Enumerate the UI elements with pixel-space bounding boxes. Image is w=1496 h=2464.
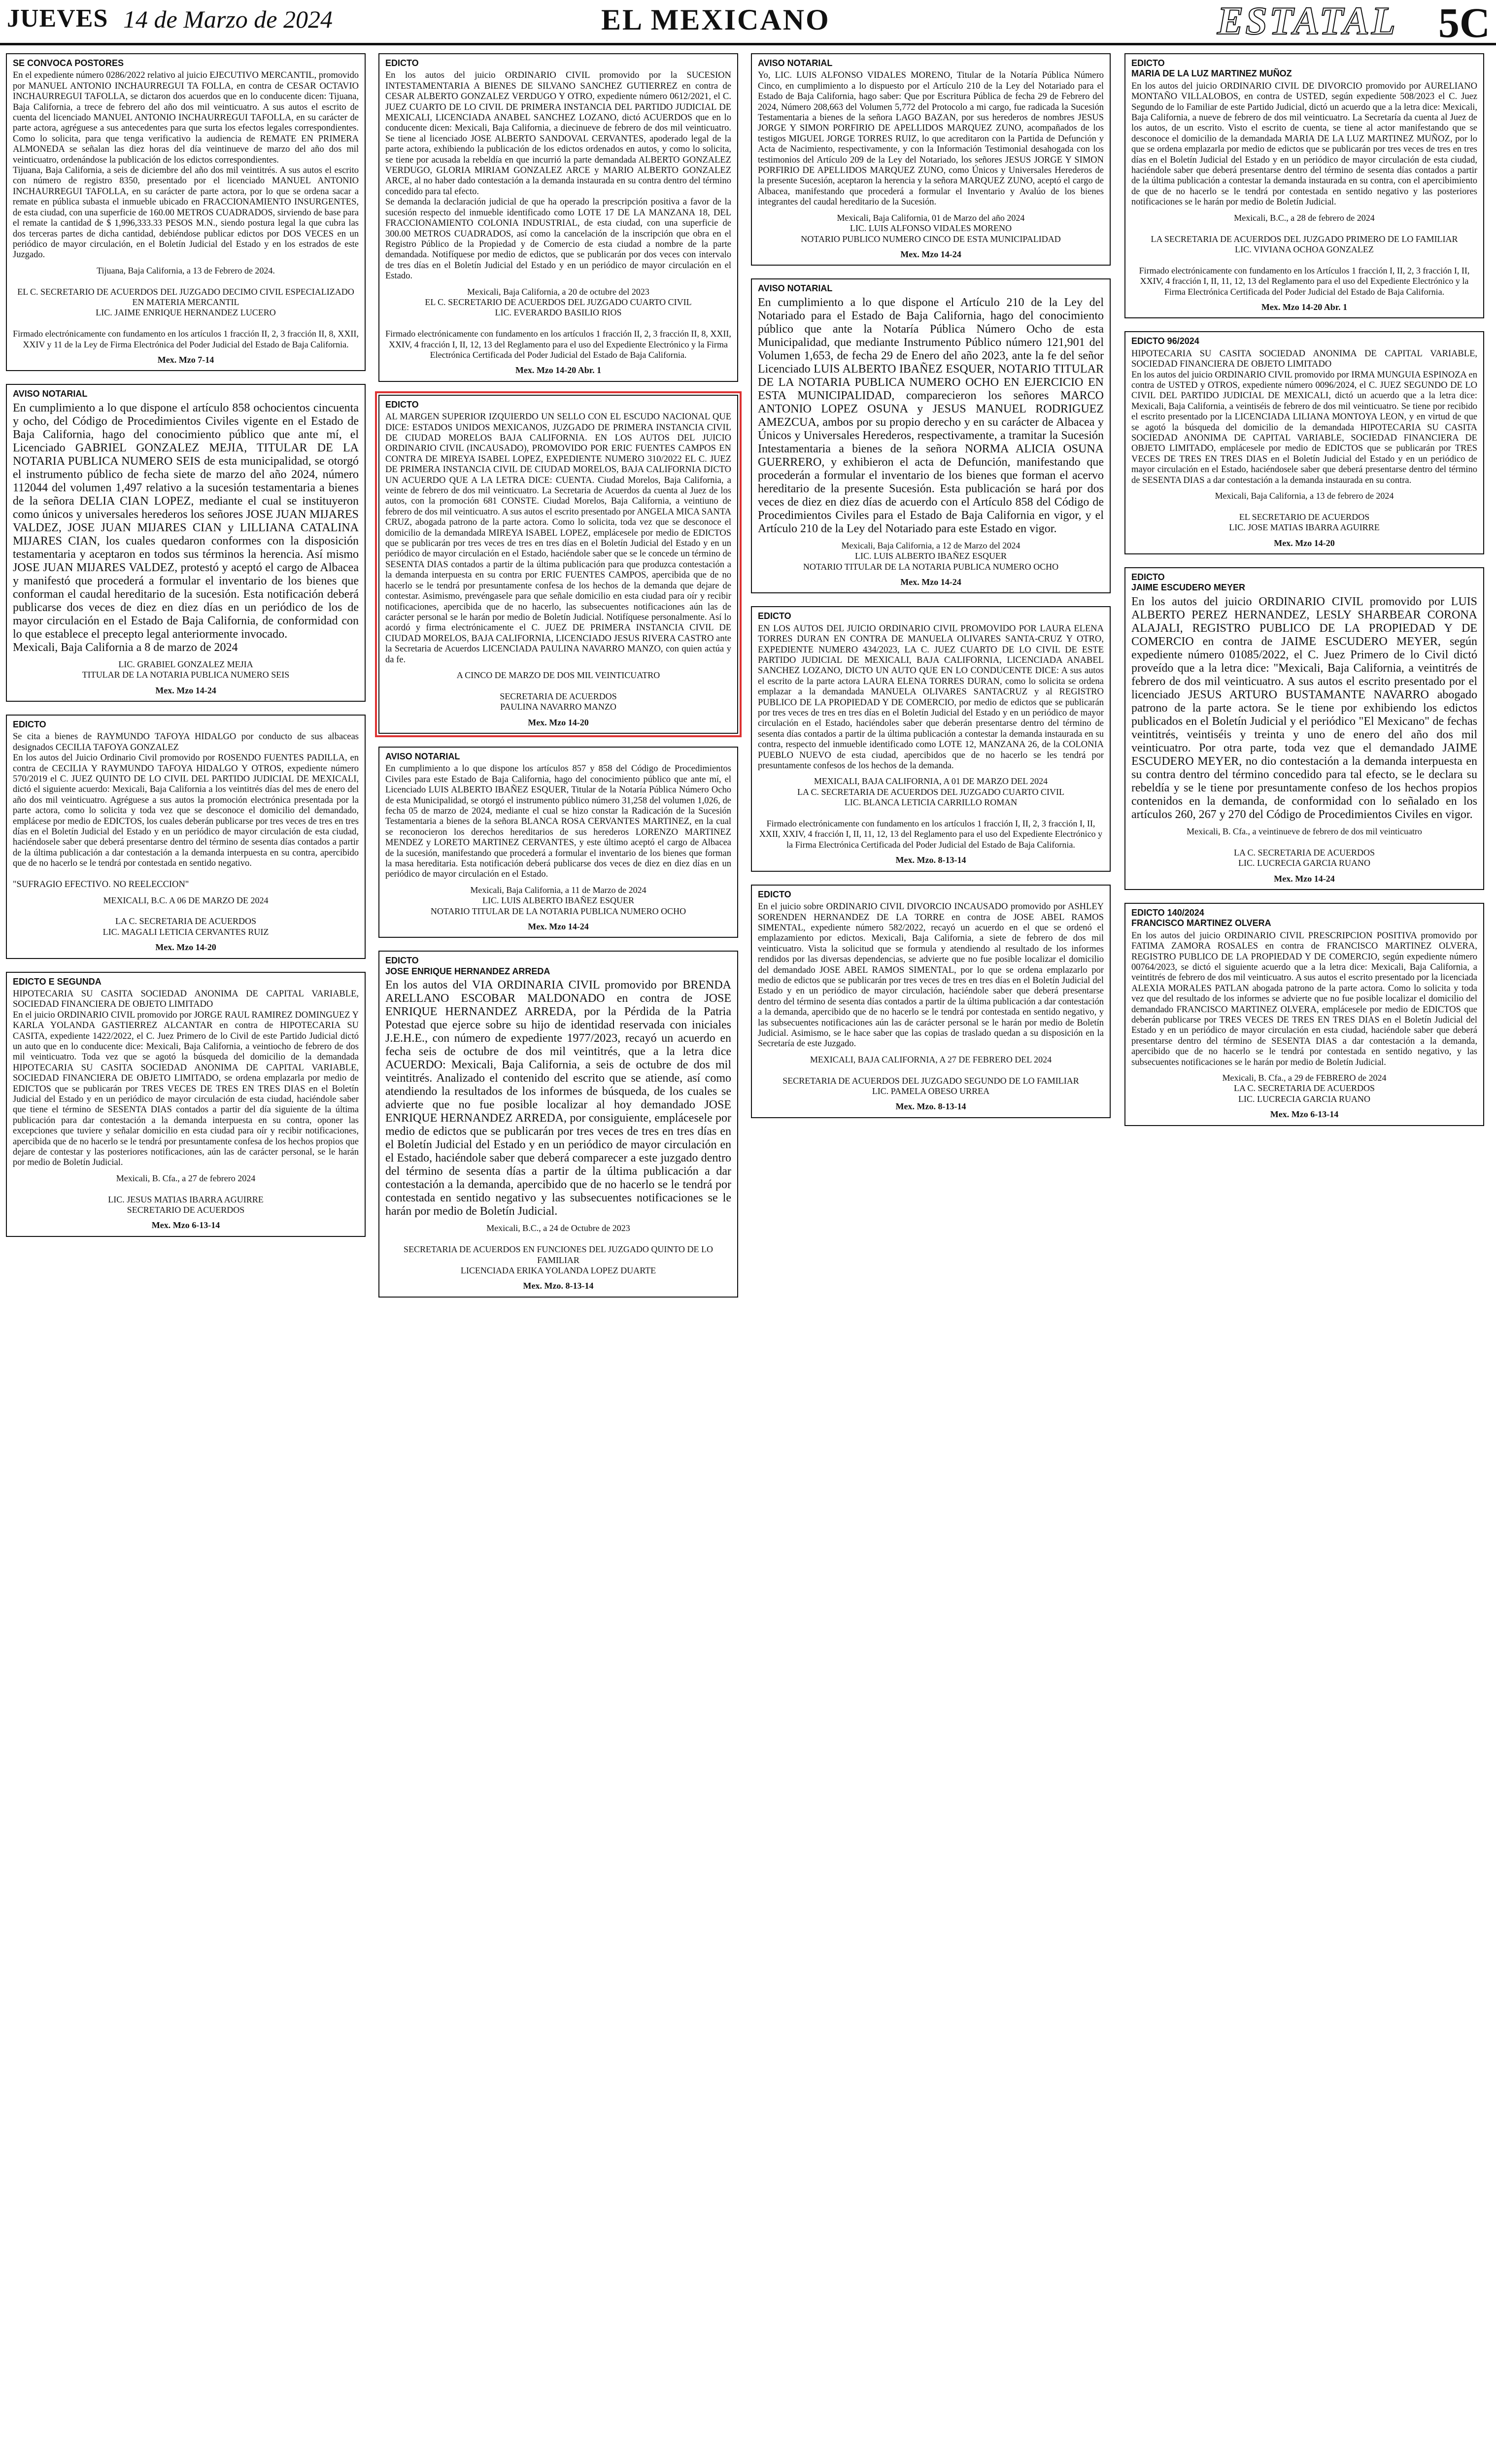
notice-title: EDICTO	[758, 889, 791, 899]
notice-signature: Mexicali, Baja California, a 12 de Marzo del 2024 LIC. LUIS ALBERTO IBAÑEZ ESQUER NOTARIO TITULAR DE LA NOTARIA PUBLICA NUMERO OCHO	[803, 540, 1059, 572]
column-4	[1124, 53, 1484, 1139]
notice-title: EDICTO 96/2024	[1131, 336, 1199, 346]
notice-signature: Mexicali, B. Cfa., a veintinueve de febrero de dos mil veinticuatro LA C. SECRETARIA DE ACUERDOS LIC. LUCRECIA GARCIA RUANO	[1187, 826, 1422, 868]
column-1	[6, 53, 366, 1250]
column-3	[751, 53, 1111, 1131]
legal-notice	[378, 747, 738, 938]
notice-body: Yo, LIC. LUIS ALFONSO VIDALES MORENO, Titular de la Notaría Pública Número Cinco, en cumplimiento a lo dispuesto por el Artículo 210 de la Ley del Notariado para el Estado de Baja California, hago saber: Que por Escritura Pública de fecha 29 de Febrero del 2024, Número 208,663 del Volumen 5,772 del Protocolo a mi cargo, fue radicada la Sucesión Testamentaria a bienes de la señora LAGO BAZAN, por sus herederos de nombres JESUS JORGE Y SIMON PORFIRIO DE APELLIDOS MARQUEZ ZUNO, acompañados de los testigos MIGUEL JORGE TORRES RUIZ, lo que acreditaron con la Partida de Defunción y Acta de Nacimiento, respectivamente, y con la Información Testimonial desahogada con los testimonios del Artículo 209 de la Ley del Notariado, los señores JESUS JORGE Y SIMON PORFIRIO DE APELLIDOS MARQUEZ ZUNO, como Únicos y Universales Herederos de la presente Sucesión, aceptaron la herencia y la señora MARQUEZ ZUNO, aceptó el cargo de Albacea, manifestando que procederá a formular el Inventario y Avalúo de los bienes integrantes del caudal hereditario de la Sucesión.	[758, 70, 1104, 207]
notice-title: EDICTO JAIME ESCUDERO MEYER	[1131, 572, 1246, 593]
notice-signature: Mexicali, B.C., a 24 de Octubre de 2023 SECRETARIA DE ACUERDOS EN FUNCIONES DEL JUZGADO QUINTO DE LO FAMILIAR LICENCIADA ERIKA YOLANDA LOPEZ DUARTE	[403, 1223, 714, 1275]
notice-body: HIPOTECARIA SU CASITA SOCIEDAD ANONIMA DE CAPITAL VARIABLE, SOCIEDAD FINANCIERA DE OBJETO LIMITADO En el juicio ORDINARIO CIVIL promovido por JORGE RAUL RAMIREZ DOMINGUEZ Y KARLA YOLANDA GASTIERREZ ALCANTAR en contra de HIPOTECARIA SU CASITA, expediente 1422/2022, el C. Juez Primero de lo Civil de este Partido Judicial dictó un auto que en lo conducente dice: Mexicali, Baja California, a veintiocho de febrero de dos mil veinticuatro. Toda vez que se agotó la búsqueda del domicilio de la demandada HIPOTECARIA SU CASITA SOCIEDAD ANONIMA DE CAPITAL VARIABLE, SOCIEDAD FINANCIERA DE OBJETO LIMITADO, se ordena emplazarla por medio de EDICTOS que se publicarán por TRES VECES DE TRES EN TRES DIAS en el Boletín Judicial del Estado y en un periódico de mayor circulación de esta ciudad, haciéndole saber que tiene el término de SESENTA DIAS contados a partir del día siguiente de la última publicación para dar contestación a la demanda interpuesta en su contra, oponer las excepciones que tuviere y señalar domicilio en esta ciudad para oír y recibir notificaciones, apercibida que de no hacerlo se le tendrá por presuntamente confesa de los hechos propios que dejare de contestar y las posteriores notificaciones, aún las de carácter personal, se le harán por medio de Boletín Judicial.	[13, 989, 359, 1168]
notice-body: En cumplimiento a lo que dispone el artículo 858 ochocientos cincuenta y ocho, del Código de Procedimientos Civiles vigente en el Estado de Baja California, hago del conocimiento público que ante mí, el Licenciado GABRIEL GONZALEZ MEJIA, TITULAR DE LA NOTARIA PUBLICA NUMERO SEIS de esta municipalidad, se otorgó el instrumento público de fecha siete de marzo del año 2024, número 112044 del volumen 1,497 relativo a la sucesión testamentaria a bienes de la señora DELIA CIAN LOPEZ, mediante el cual se instituyeron como únicos y universales herederos los señores JOSE JUAN MIJARES VALDEZ, JOSE JUAN MIJARES CIAN y LILLIANA CATALINA MIJARES CIAN, los cuales quedaron conformes con la disposición testamentaria y aceptaron en todos sus términos la herencia. Así mismo JOSE JUAN MIJARES VALDEZ, protestó y aceptó el cargo de Albacea y manifestó que procederá a formular el inventario de los bienes que conforman el caudal hereditario de la sucesión. Esta notificación deberá publicarse dos veces de diez en diez días en un periódico de los de mayor circulación en el Estado de Baja California, de conformidad con lo que establece el precepto legal anteriormente invocado. Mexicali, Baja California a 8 de marzo de 2024	[13, 401, 359, 654]
legal-notice	[6, 715, 366, 959]
legal-notice	[751, 606, 1111, 871]
notice-publication-ref: Mex. Mzo 14-20	[1274, 538, 1335, 548]
notice-body: En el expediente número 0286/2022 relativo al juicio EJECUTIVO MERCANTIL, promovido por MANUEL ANTONIO INCHAURREGUI TA FOLLA, en contra de CESAR OCTAVIO INCHAURREGUI TAFOLLA, se dictaron dos acuerdos que en lo conducente dicen: Tijuana, Baja California, a trece de febrero del año dos mil veinticuatro. A sus autos el escrito de cuenta del licenciado MANUEL ANTONIO INCHAURREGUI TAFOLLA, en su carácter de parte actora, agréguese a sus antecedentes para que surta los efectos legales correspondientes. Como lo solicita, para que tenga verificativo la audiencia de REMATE EN PRIMERA ALMONEDA se señalan las diez horas del día veintinueve de marzo del año dos mil veinticuatro, ordenándose la publicación de los edictos correspondientes. Tijuana, Baja California, a seis de diciembre del año dos mil veintitrés. A sus autos el escrito con número de registro 8350, presentado por el licenciado MANUEL ANTONIO INCHAURREGUI TAFOLLA, en su carácter de parte actora, por lo que se ordena sacar a remate en pública subasta el inmueble ubicado en FRACCIONAMIENTO INSURGENTES, de esta ciudad, con una superficie de 160.00 METROS CUADRADOS, sirviendo de base para el remate la cantidad de $ 1,996,333.33 PESOS M.N., siendo postura legal la que cubra las dos terceras partes de dicha cantidad, debiéndose publicar edictos por DOS VECES en un periódico de mayor circulación, en el Boletín Judicial del Estado y en los estrados de este Juzgado.	[13, 70, 359, 260]
legal-notice	[378, 53, 738, 382]
notice-body: AL MARGEN SUPERIOR IZQUIERDO UN SELLO CON EL ESCUDO NACIONAL QUE DICE: ESTADOS UNIDOS MEXICANOS, JUZGADO DE PRIMERA INSTANCIA CIVIL DE CIUDAD MORELOS BAJA CALIFORNIA. EN LOS AUTOS DEL JUICIO ORDINARIO CIVIL (INCAUSADO), PROMOVIDO POR ERIC FUENTES CAMPOS EN CONTRA DE MIREYA ISABEL LOPEZ, EXPEDIENTE NUMERO 310/2022 EL C. JUEZ DE PRIMERA INSTANCIA CIVIL DE CIUDAD MORELOS, BAJA CALIFORNIA DICTO UN ACUERDO QUE A LA LETRA DICE: CUENTA. Ciudad Morelos, Baja California, a veinte de febrero de dos mil veinticuatro. La Secretaria de Acuerdos da cuenta al Juez de los autos, con la promoción 681 CONSTE. Ciudad Morelos, Baja California, a veintiuno de febrero de dos mil veinticuatro. A sus autos el escrito presentado por ANGELA MICA SANTA CRUZ, abogada patrono de la parte actora. Como lo solicita, toda vez que se desconoce el domicilio de la demandada MIREYA ISABEL LOPEZ, emplácesele por medio de EDICTOS que se publicarán por tres veces de tres en tres días en el Boletín Judicial del Estado y en un periódico de mayor circulación en el Estado, haciéndole saber que se le concede un término de SESENTA DIAS contados a partir de la última publicación para que produzca contestación a la demanda interpuesta en su contra por ERIC FUENTES CAMPOS, apercibida que de no hacerlo se le tendrá por presuntamente confesa de los hechos de la demanda que dejare de contestar. Asimismo, prevéngasele para que señale domicilio en esta ciudad para oír y recibir notificaciones, apercibida que de no hacerlo, las subsecuentes notificaciones aún las de carácter personal se le harán por medio de Boletín Judicial. Notifíquese personalmente. Así lo acordó y firma electrónicamente el C. JUEZ DE PRIMERA INSTANCIA CIVIL DE CIUDAD MORELOS, BAJA CALIFORNIA, LICENCIADO JESUS RIVERA CASTRO ante la Secretaria de Acuerdos LICENCIADA PAULINA NAVARRO MANZO, con quien actúa y da fe.	[385, 412, 731, 665]
notice-publication-ref: Mex. Mzo 7-14	[157, 354, 214, 365]
legal-notice	[378, 951, 738, 1297]
masthead-page-number: 5C	[1438, 0, 1490, 46]
notice-title: EDICTO JOSE ENRIQUE HERNANDEZ ARREDA	[385, 956, 550, 976]
masthead	[0, 0, 1496, 45]
legal-notice	[751, 53, 1111, 266]
notice-publication-ref: Mex. Mzo 14-24	[1274, 873, 1335, 884]
notice-title: SE CONVOCA POSTORES	[13, 58, 124, 68]
masthead-day: JUEVES	[7, 4, 108, 33]
notice-signature: Mexicali, Baja California, a 20 de octubre del 2023 EL C. SECRETARIO DE ACUERDOS DEL JUZGADO CUARTO CIVIL LIC. EVERARDO BASILIO RIOS Firmado electrónicamente con fundamento en los artículos 1 fracción II, 2, 3 fracción II, 8, XXII, XXIV, 4 fracción I, II, 12, 13 del Reglamento para el uso del Expediente Electrónico y la Firma Electrónica Certificada del Poder Judicial del Estado de Baja California.	[385, 286, 731, 360]
notice-title: EDICTO 140/2024 FRANCISCO MARTINEZ OLVERA	[1131, 907, 1271, 928]
notice-signature: MEXICALI, BAJA CALIFORNIA, A 01 DE MARZO DEL 2024 LA C. SECRETARIA DE ACUERDOS DEL JUZGADO CUARTO CIVIL LIC. BLANCA LETICIA CARRILLO ROMAN Firmado electrónicamente con fundamento en los artículos 1 fracción I, II, 2, 3 fracción I, II, XXII, XXIV, 4 fracción I, II, 11, 12, 13 del Reglamento para el uso del Expediente Electrónico y la Firma Electrónica Certificada del Poder Judicial del Estado de Baja California.	[759, 776, 1103, 850]
notice-body: En los autos del juicio ORDINARIO CIVIL promovido por LUIS ALBERTO PEREZ HERNANDEZ, LESLY SHARBEAR CORONA ALAJALI, REGISTRO PUBLICO DE LA PROPIEDAD Y DE COMERCIO en contra de JAIME ESCUDERO MEYER, según expediente número 01085/2022, el C. Juez Primero de lo Civil dictó proveído que a la letra dice: "Mexicali, Baja California, a veintitrés de febrero de dos mil veinticuatro. A sus autos el escrito presentado por el licenciado JESUS ARTURO BUSTAMANTE NAVARRO abogado patrono de la parte actora. Se le tiene por exhibiendo los edictos publicados en el Boletín Judicial y el periódico "El Mexicano" de fechas veintitrés, veintiséis y treinta y uno de enero del año dos mil veinticuatro. Por otra parte, toda vez que el demandado JAIME ESCUDERO MEYER, no dio contestación a la demanda interpuesta en su contra dentro del término concedido para tal efecto, se le declara su rebeldía y se le tiene por presuntamente confeso de los hechos propios contenidos en la demanda, de conformidad con lo señalado en los artículos 260, 267 y 270 del Código de Procedimientos Civiles en vigor.	[1131, 595, 1477, 821]
notice-publication-ref: Mex. Mzo 14-20	[155, 942, 216, 953]
notice-signature: MEXICALI, BAJA CALIFORNIA, A 27 DE FEBRERO DEL 2024 SECRETARIA DE ACUERDOS DEL JUZGADO SEGUNDO DE LO FAMILIAR LIC. PAMELA OBESO URREA	[782, 1054, 1079, 1096]
notice-title: AVISO NOTARIAL	[758, 58, 833, 68]
notice-body: En el juicio sobre ORDINARIO CIVIL DIVORCIO INCAUSADO promovido por ASHLEY SORENDEN HERNANDEZ DE LA TORRE en contra de JOSE ABEL RAMOS SIMENTAL, expediente número 582/2022, recayó un acuerdo en el que se ordenó el emplazamiento por edictos. Mexicali, Baja California, a siete de febrero de dos mil veinticuatro. Vista la solicitud que se formula y atendiendo al resultado de los informes rendidos por las diversas dependencias, se advierte que no fue posible localizar el domicilio del demandado JOSE ABEL RAMOS SIMENTAL, por lo que se ordena emplazarlo por medio de edictos que se publicarán por tres veces de tres en tres días en el Boletín Judicial del Estado y en un periódico de mayor circulación, haciéndole saber que deberá presentarse dentro del término de sesenta días contados a partir de la última publicación a dar contestación a la demanda, apercibido que de no hacerlo se le tendrá por contestada en sentido negativo, y las subsecuentes notificaciones aún las de carácter personal se le harán por medio de Boletín Judicial. Asimismo, se le hace saber que las copias de traslado quedan a su disposición en la Secretaría de este Juzgado.	[758, 902, 1104, 1049]
column-2	[378, 53, 738, 1310]
notice-publication-ref: Mex. Mzo. 8-13-14	[895, 1101, 966, 1112]
notice-signature: Mexicali, B. Cfa., a 29 de FEBRERO de 2024 LA C. SECRETARIA DE ACUERDOS LIC. LUCRECIA GARCIA RUANO	[1222, 1073, 1387, 1104]
notice-signature: Mexicali, Baja California, a 13 de febrero de 2024 EL SECRETARIO DE ACUERDOS LIC. JOSE MATIAS IBARRA AGUIRRE	[1215, 491, 1394, 533]
legal-notice	[6, 53, 366, 371]
notice-body: EN LOS AUTOS DEL JUICIO ORDINARIO CIVIL PROMOVIDO POR LAURA ELENA TORRES DURAN EN CONTRA DE MANUELA OLIVARES SANTA-CRUZ Y OTRO, EXPEDIENTE NUMERO 434/2023, LA C. JUEZ CUARTO DE LO CIVIL DE ESTE PARTIDO JUDICIAL DE MEXICALI, BAJA CALIFORNIA, LICENCIADA ANABEL SANCHEZ LOZANO, DICTO UN AUTO QUE EN LO CONDUCENTE DICE: A sus autos el escrito de la parte actora LAURA ELENA TORRES DURAN, como lo solicita se ordena emplazar a la demandada MANUELA OLIVARES SANTACRUZ y al REGISTRO PUBLICO DE LA PROPIEDAD Y DE COMERCIO, por medio de edictos que se publicarán por tres veces de tres en tres días en el Boletín Judicial del Estado y en un periódico de mayor circulación en el Estado, haciéndoles saber que deberán presentarse dentro del término de sesenta días contados a partir de la última publicación a contestar la demanda instaurada en su contra, respecto del inmueble identificado como LOTE 12, MANZANA 26, de la COLONIA PUEBLO NUEVO de esta ciudad, apercibidos que de no hacerlo se les tendrá por presuntamente confesos de los hechos de la demanda.	[758, 623, 1104, 771]
notice-signature: LIC. GRABIEL GONZALEZ MEJIA TITULAR DE LA NOTARIA PUBLICA NUMERO SEIS	[82, 659, 290, 680]
notice-publication-ref: Mex. Mzo 14-20 Abr. 1	[515, 365, 602, 376]
legal-notice	[1124, 567, 1484, 890]
masthead-date: 14 de Marzo de 2024	[123, 5, 333, 33]
notice-publication-ref: Mex. Mzo. 8-13-14	[895, 855, 966, 865]
notice-title: EDICTO	[385, 58, 419, 68]
notice-title: AVISO NOTARIAL	[758, 283, 833, 294]
notice-body: Se cita a bienes de RAYMUNDO TAFOYA HIDALGO por conducto de sus albaceas designados CECILIA TAFOYA GONZALEZ En los autos del Juicio Ordinario Civil promovido por ROSENDO FUENTES PADILLA, en contra de CECILIA Y RAYMUNDO TAFOYA HIDALGO Y OTROS, expediente número 570/2019 el C. JUEZ QUINTO DE LO CIVIL DEL PARTIDO JUDICIAL DE MEXICALI, dictó el siguiente acuerdo: Mexicali, Baja California a los veintitrés días del mes de enero del año dos mil veinticuatro. Agréguese a sus autos la promoción electrónica presentada por la parte actora, como lo solicita y toda vez que se desconoce el domicilio del demandado, emplácese por medio de EDICTOS, los cuales deberán publicarse por tres veces de tres en tres días en el Boletín Judicial del Estado y en un periódico de mayor circulación de esta ciudad, haciéndosele saber que deberá presentarse dentro del término de sesenta días contados a partir de la última publicación a dar contestación a la demanda interpuesta en su contra, apercibido que de no hacerlo se le tendrá por contestada en sentido negativo. "SUFRAGIO EFECTIVO. NO REELECCION"	[13, 732, 359, 890]
legal-notice	[6, 384, 366, 702]
notice-publication-ref: Mex. Mzo. 8-13-14	[523, 1281, 594, 1291]
notice-body: En cumplimiento a lo que dispone el Artículo 210 de la Ley del Notariado para el Estado de Baja California, hago del conocimiento público que ante la Notaría Pública Número Ocho de esta Municipalidad, que mediante Instrumento Público número 121,901 del Volumen 1,653, de fecha 29 de Enero del año 2023, ante la fe del señor Licenciado LUIS ALBERTO IBAÑEZ ESQUER, NOTARIO TITULAR DE LA NOTARIA PUBLICA NUMERO OCHO EN EJERCICIO EN ESTA MUNICIPALIDAD, comparecieron los señores MARCO ANTONIO LOPEZ OSUNA y JESUS MANUEL RODRIGUEZ AMEZCUA, ambos por su propio derecho y en su carácter de Albacea y Únicos y Universales Herederos, respectivamente, a tramitar la Sucesión Intestamentaria a bienes de la señora NORMA ALICIA OSUNA GUERRERO, y exhibieron el acta de Defunción, manifestando que procederán a formular el inventario de los bienes que forman el acervo hereditario de la presente Sucesión. Esta publicación se hará por dos veces de diez en diez días de acuerdo con el Artículo 858 del Código de Procedimientos Civiles para el Estado de Baja California en vigor, y el Artículo 210 de la Ley del Notariado para este Estado en vigor.	[758, 296, 1104, 535]
notice-body: En los autos del VIA ORDINARIA CIVIL promovido por BRENDA ARELLANO ESCOBAR MALDONADO en contra de JOSE ENRIQUE HERNANDEZ ARREDA, por la Pérdida de la Patria Potestad que ejerce sobre su hijo de identidad reservada con iniciales J.E.H.E., con número de expediente 1977/2023, recayó un acuerdo en fecha seis de octubre de dos mil veintitrés, que a la letra dice ACUERDO: Mexicali, Baja California, a seis de octubre de dos mil veintitrés. Analizado el contenido del escrito que se atiende, así como atendiendo la resultados de los informes de búsqueda, de los cuales se advierte que no fue posible localizar al hoy demandado JOSE ENRIQUE HERNANDEZ ARREDA, por consiguiente, emplácesele por medio de edictos que se publicarán por tres veces de tres en tres días en el Boletín Judicial del Estado y en un periódico de mayor circulación en el Estado, haciéndole saber que deberá comparecer a este juzgado dentro del término de sesenta días a partir de la última publicación a dar contestación a la demanda, apercibido que de no hacerlo se le tendrá por contestada en sentido negativo y las subsecuentes notificaciones se le harán por medio de Boletín Judicial.	[385, 979, 731, 1218]
notice-title: EDICTO E SEGUNDA	[13, 976, 102, 987]
legal-notice	[1124, 903, 1484, 1126]
notice-signature: MEXICALI, B.C. A 06 DE MARZO DE 2024 LA C. SECRETARIA DE ACUERDOS LIC. MAGALI LETICIA CERVANTES RUIZ	[102, 895, 269, 937]
notice-signature: Mexicali, Baja California, 01 de Marzo del año 2024 LIC. LUIS ALFONSO VIDALES MORENO NOTARIO PUBLICO NUMERO CINCO DE ESTA MUNICIPALIDAD	[801, 212, 1061, 244]
notice-body: HIPOTECARIA SU CASITA SOCIEDAD ANONIMA DE CAPITAL VARIABLE, SOCIEDAD FINANCIERA DE OBJETO LIMITADO En los autos del juicio ORDINARIO CIVIL promovido por IRMA MUNGUIA ESPINOZA en contra de USTED y OTROS, expediente número 0096/2024, el C. JUEZ SEGUNDO DE LO CIVIL DEL PARTIDO JUDICIAL DE MEXICALI, dictó un acuerdo que a la letra dice: Mexicali, Baja California, a veintiséis de febrero de dos mil veinticuatro. Se tiene por recibido el escrito presentado por la LICENCIADA LILIANA MONTOYA LEON, y en virtud de que se agotó la búsqueda del domicilio de la demandada HIPOTECARIA SU CASITA SOCIEDAD ANONIMA DE CAPITAL VARIABLE, SOCIEDAD FINANCIERA DE OBJETO LIMITADO, emplácesele por medio de EDICTOS que se publicarán por TRES VECES DE TRES EN TRES DIAS en el Boletín Judicial del Estado y en un periódico de mayor circulación en el Estado, haciéndosele saber que deberá presentarse dentro del término de SESENTA DIAS a dar contestación a la demanda instaurada en su contra.	[1131, 348, 1477, 485]
notice-publication-ref: Mex. Mzo 14-24	[900, 577, 961, 587]
notice-publication-ref: Mex. Mzo 14-20	[528, 717, 589, 727]
notice-title: EDICTO	[13, 719, 46, 729]
notice-signature: Tijuana, Baja California, a 13 de Febrero de 2024. EL C. SECRETARIO DE ACUERDOS DEL JUZGADO DECIMO CIVIL ESPECIALIZADO EN MATERIA MERCANTIL LIC. JAIME ENRIQUE HERNANDEZ LUCERO Firmado electrónicamente con fundamento en los artículos 1 fracción II, 2, 3 fracción II, 8, XXII, XXIV y 11 de la Ley de Firma Electrónica del Poder Judicial del Estado de Baja California.	[13, 265, 359, 349]
legal-notice	[1124, 53, 1484, 318]
notice-publication-ref: Mex. Mzo 6-13-14	[151, 1220, 220, 1231]
notice-body: En los autos del juicio ORDINARIO CIVIL DE DIVORCIO promovido por AURELIANO MONTAÑO VILLALOBOS, en contra de USTED, según expediente 508/2023 el C. Juez Segundo de lo Familiar de este Partido Judicial, dictó un acuerdo que a la letra dice: Mexicali, Baja California, a nueve de febrero de dos mil veinticuatro. La Secretaría da cuenta al Juez de los autos, de un escrito. Visto el escrito de cuenta, se tiene al actor manifestando que se desconoce el domicilio de la demandada MARIA DE LA LUZ MARTINEZ MUÑOZ, por lo que se ordena emplazarla por medio de edictos que se publicarán por tres veces de tres en tres días en el Boletín Judicial del Estado y en un periódico de mayor circulación de esta ciudad, haciéndole saber que deberá presentarse dentro del término de sesenta días contados a partir de la última publicación a contestar la demanda instaurada en su contra, con el apercibimiento de que de no hacerlo se le tendrá por contestada en sentido negativo y las posteriores notificaciones se le harán por medio de Boletín Judicial.	[1131, 81, 1477, 207]
notice-signature: Mexicali, B. Cfa., a 27 de febrero 2024 LIC. JESUS MATIAS IBARRA AGUIRRE SECRETARIO DE ACUERDOS	[108, 1173, 264, 1215]
notice-signature: A CINCO DE MARZO DE DOS MIL VEINTICUATRO SECRETARIA DE ACUERDOS PAULINA NAVARRO MANZO	[456, 670, 660, 712]
notice-title: AVISO NOTARIAL	[385, 751, 460, 761]
legal-notice	[6, 972, 366, 1237]
notice-body: En los autos del juicio ORDINARIO CIVIL promovido por la SUCESION INTESTAMENTARIA A BIENES DE SILVANO SANCHEZ GUTIERREZ en contra de CESAR ALBERTO GONZALEZ VERDUGO Y OTRO, expediente número 0612/2021, el C. JUEZ CUARTO DE LO CIVIL DE PRIMERA INSTANCIA DEL PARTIDO JUDICIAL DE MEXICALI, LICENCIADA ANABEL SANCHEZ LOZANO, dictó ACUERDOS que en lo conducente dicen: Mexicali, Baja California, a diecinueve de febrero de dos mil veinticuatro. Se tiene al licenciado JOSE ALBERTO SANDOVAL CERVANTES, apoderado legal de la parte actora, exhibiendo la publicación de los edictos ordenados en autos, y como lo solicita, se tiene por acusada la rebeldía en que incurrió la parte demandada ALBERTO GONZALEZ VERDUGO, GLORIA MIRIAM GONZALEZ ARCE y MARIO ALBERTO GONZALEZ ARCE, al no haber dado contestación a la demanda instaurada en su contra dentro del término concedido para tal efecto. Se demanda la declaración judicial de que ha operado la prescripción positiva a favor de la sucesión respecto del inmueble identificado como LOTE 17 DE LA MANZANA 18, DEL FRACCIONAMIENTO COLONIA INDUSTRIAL, de esta ciudad, con una superficie de 300.00 METROS CUADRADOS, así como la cancelación de la inscripción que obra en el Registro Público de la Propiedad y de Comercio de esta ciudad a nombre de la parte demandada. Notifíquese por medio de edictos, que se publicarán por dos veces con intervalo de tres días en el Boletín Judicial del Estado y en un periódico de mayor circulación en el Estado.	[385, 70, 731, 281]
notice-body: En los autos del juicio ORDINARIO CIVIL PRESCRIPCION POSITIVA promovido por FATIMA ZAMORA ROSALES en contra de FRANCISCO MARTINEZ OLVERA, REGISTRO PUBLICO DE LA PROPIEDAD Y DE COMERCIO, según expediente número 00764/2023, se dictó el siguiente acuerdo que a la letra dice: Mexicali, Baja California, a veintitrés de febrero de dos mil veinticuatro. A sus autos el escrito presentado por la licenciada ALEXIA MORALES PATLAN abogada patrono de la parte actora. Como lo solicita y toda vez que del resultado de los informes se advierte que no fue posible localizar el domicilio del demandado FRANCISCO MARTINEZ OLVERA, emplácesele por medio de EDICTOS que deberán publicarse por TRES VECES DE TRES EN TRES DIAS en el Boletín Judicial del Estado y en un periódico de mayor circulación en esta ciudad, haciéndole saber que deberá presentarse dentro del término de SESENTA DIAS a dar contestación a la demanda, apercibido que de no hacerlo se le tendrá por contestada en sentido negativo, y las subsecuentes notificaciones se le harán por medio de Boletín Judicial.	[1131, 930, 1477, 1067]
notice-body: En cumplimiento a lo que dispone los artículos 857 y 858 del Código de Procedimientos Civiles para este Estado de Baja California, hago del conocimiento público que ante mí, el Licenciado LUIS ALBERTO IBAÑEZ ESQUER, Titular de la Notaría Pública Número Ocho de esta Municipalidad, se otorgó el instrumento público número 31,258 del volumen 1,026, de fecha 05 de marzo de 2024, mediante el cual se hizo constar la Radicación de la Sucesión Testamentaria a bienes de la señora BLANCA ROSA CERVANTES MARTINEZ, en la cual se reconocieron los derechos hereditarios de sus herederos LORENZO MARTINEZ MENDEZ y LORETO MARTINEZ CERVANTES, y este último aceptó el cargo de Albacea de la sucesión, manifestando que procederá a formular el inventario de los bienes que forman la masa hereditaria. Esta notificación deberá publicarse dos veces de diez en diez días en un periódico de mayor circulación en el Estado.	[385, 764, 731, 880]
notice-title: AVISO NOTARIAL	[13, 389, 88, 399]
legal-notice	[751, 278, 1111, 593]
notice-title: EDICTO MARIA DE LA LUZ MARTINEZ MUÑOZ	[1131, 58, 1292, 79]
notice-publication-ref: Mex. Mzo 14-24	[528, 922, 589, 932]
legal-notice	[378, 395, 738, 734]
masthead-paper-name: EL MEXICANO	[601, 3, 830, 36]
notice-title: EDICTO	[385, 399, 419, 410]
legal-notice	[751, 885, 1111, 1118]
legal-notice	[1124, 331, 1484, 554]
notice-signature: Mexicali, B.C., a 28 de febrero de 2024 LA SECRETARIA DE ACUERDOS DEL JUZGADO PRIMERO DE LO FAMILIAR LIC. VIVIANA OCHOA GONZALEZ Firmado electrónicamente con fundamento en los Artículos 1 fracción I, II, 2, 3 fracción I, II, XXIV, 4 fracción I, II, 11, 12, 13 del Reglamento para el uso del Expediente Electrónico y la Firma Electrónica Certificada del Poder Judicial del Estado de Baja California.	[1139, 212, 1470, 297]
notice-publication-ref: Mex. Mzo 14-20 Abr. 1	[1261, 302, 1348, 312]
notice-title: EDICTO	[758, 611, 791, 621]
notice-publication-ref: Mex. Mzo 6-13-14	[1270, 1109, 1339, 1120]
notice-publication-ref: Mex. Mzo 14-24	[155, 685, 216, 695]
notice-publication-ref: Mex. Mzo 14-24	[900, 249, 961, 259]
notice-signature: Mexicali, Baja California, a 11 de Marzo de 2024 LIC. LUIS ALBERTO IBAÑEZ ESQUER NOTARIO TITULAR DE LA NOTARIA PUBLICA NUMERO OCHO	[430, 885, 686, 916]
masthead-section: ESTATAL	[1217, 0, 1397, 43]
